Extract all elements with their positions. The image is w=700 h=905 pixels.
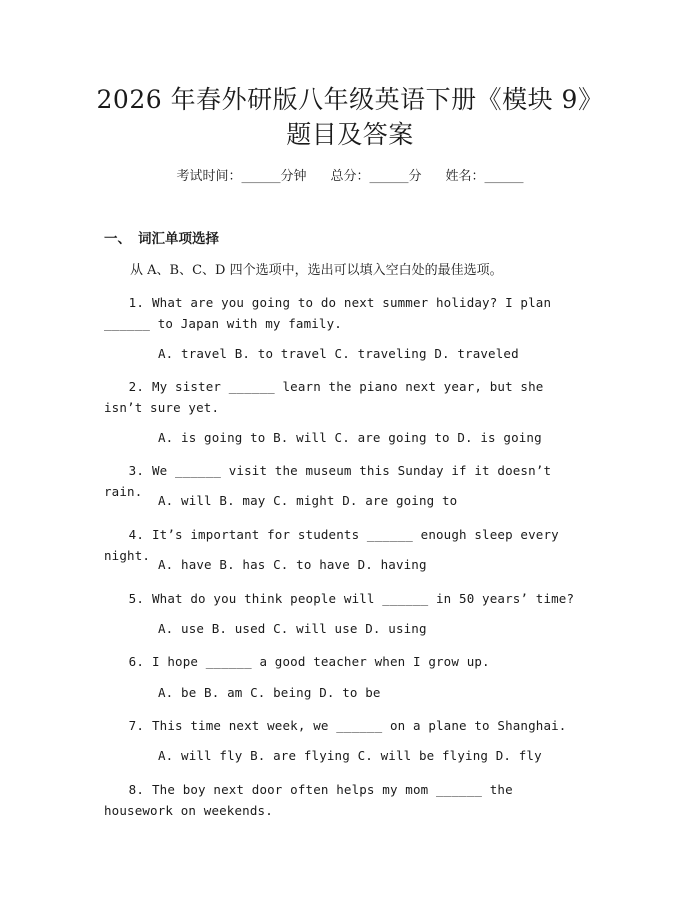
total-score-field: 总分：______分	[330, 169, 422, 184]
question-1	[104, 292, 584, 334]
question-number: 5.	[128, 591, 144, 606]
section-heading	[104, 230, 219, 248]
section-instruction: 从 A、B、C、D 四个选项中，选出可以填入空白处的最佳选项。	[130, 263, 503, 278]
question-3-options: A. will B. may C. might D. are going to	[158, 493, 458, 508]
question-7	[104, 715, 584, 736]
question-6-options: A. be B. am C. being D. to be	[158, 685, 381, 700]
question-number: 2.	[128, 379, 144, 394]
question-text: We ______ visit the museum this Sunday if it doesn’t rain.	[104, 463, 552, 499]
question-2-options: A. is going to B. will C. are going to D. is going	[158, 430, 542, 445]
page-title: 2026 年春外研版八年级英语下册《模块 9》	[96, 85, 604, 114]
question-number: 3.	[128, 463, 144, 478]
question-text: My sister ______ learn the piano next year, but she isn’t sure yet.	[104, 379, 544, 415]
student-name-field: 姓名：______	[445, 169, 524, 184]
exam-meta	[0, 168, 700, 186]
question-4-options: A. have B. has C. to have D. having	[158, 557, 427, 572]
question-text: It’s important for students ______ enough sleep every night.	[104, 527, 559, 563]
question-text: What do you think people will ______ in 50 years’ time?	[152, 591, 575, 606]
question-8	[104, 779, 584, 821]
question-7-options: A. will fly B. are flying C. will be flying D. fly	[158, 748, 542, 763]
question-2	[104, 376, 584, 418]
page-subtitle: 题目及答案	[286, 120, 414, 149]
question-text: I hope ______ a good teacher when I grow up.	[152, 654, 490, 669]
exam-time-field: 考试时间：______分钟	[176, 169, 307, 184]
question-text: This time next week, we ______ on a plane to Shanghai.	[152, 718, 567, 733]
question-number: 7.	[128, 718, 144, 733]
question-number: 1.	[128, 295, 144, 310]
question-number: 4.	[128, 527, 144, 542]
question-number: 8.	[128, 782, 144, 797]
question-6	[104, 651, 584, 672]
question-text: What are you going to do next summer holiday? I plan ______ to Japan with my family.	[104, 295, 552, 331]
section-number: 一、	[104, 231, 131, 247]
question-5-options: A. use B. used C. will use D. using	[158, 621, 427, 636]
question-5	[104, 588, 584, 609]
question-text: The boy next door often helps my mom ______ the housework on weekends.	[104, 782, 513, 818]
question-number: 6.	[128, 654, 144, 669]
question-1-options: A. travel B. to travel C. traveling D. traveled	[158, 346, 519, 361]
section-title: 词汇单项选择	[138, 231, 219, 247]
